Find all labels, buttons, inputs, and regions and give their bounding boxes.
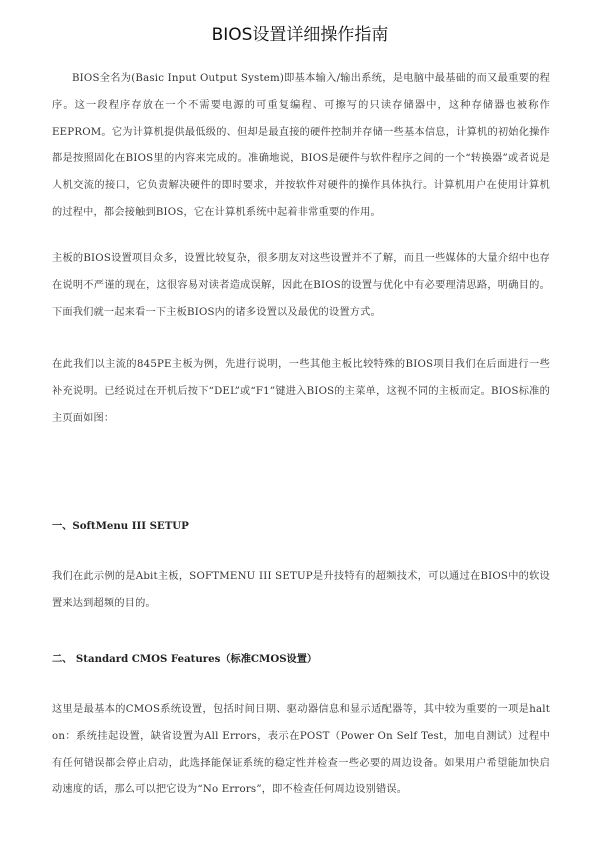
paragraph-bios-settings: 主板的BIOS设置项目众多，设置比较复杂，很多朋友对这些设置并不了解，而且一些媒体的大量介绍中也存在说明不严谨的现在，这很容易对读者造成误解，因此在BIOS的设置与优化中有必要理清思路，明确目的。下面我们就一起来看一下主板BIOS内的诸多设置以及最优的设置方式。 xyxy=(52,253,550,318)
section-body-standard-cmos: 这里是最基本的CMOS系统设置，包括时间日期、驱动器信息和显示适配器等，其中较为重要的一项是halt on：系统挂起设置，缺省设置为All Errors，表示在POST（Power On Self Test，加电自测试）过程中有任何错误都会停止启动，此选择能保证系统的稳定性并检查一些必要的周边设备。如果用户希望能加快启动速度的话，那么可以把它设为“No Errors”，即不检查任何周边设别错误。 xyxy=(52,704,550,796)
document-title: BIOS设置详细操作指南 xyxy=(211,25,389,45)
section-heading-softmenu: 一、SoftMenu III SETUP xyxy=(52,520,189,532)
paragraph-bios-intro: BIOS全名为(Basic Input Output System)即基本输入/输出系统，是电脑中最基础的而又最重要的程序。这一段程序存放在一个不需要电源的可重复编程、可擦写的只读存储器中，这种存储器也被称作EEPROM。它为计算机提供最低级的、但却是最直接的硬件控制并存储一些基本信息，计算机的初始化操作都是按照固化在BIOS里的内容来完成的。准确地说，BIOS是硬件与软件程序之间的一个“转换器”或者说是人机交流的接口，它负责解决硬件的即时要求，并按软件对硬件的操作具体执行。计算机用户在使用计算机的过程中，都会接触到BIOS，它在计算机系统中起着非常重要的作用。 xyxy=(52,73,550,218)
paragraph-845pe-example: 在此我们以主流的845PE主板为例，先进行说明，一些其他主板比较特殊的BIOS项目我们在后面进行一些补充说明。已经说过在开机后按下“DEL”或“F1”键进入BIOS的主菜单，这视不同的主板而定。BIOS标准的主页面如图： xyxy=(52,359,550,424)
section-body-softmenu: 我们在此示例的是Abit主板，SOFTMENU III SETUP是升技特有的超频技术，可以通过在BIOS中的软设置来达到超频的目的。 xyxy=(52,571,550,609)
section-heading-standard-cmos: 二、 Standard CMOS Features（标准CMOS设置） xyxy=(52,653,318,665)
